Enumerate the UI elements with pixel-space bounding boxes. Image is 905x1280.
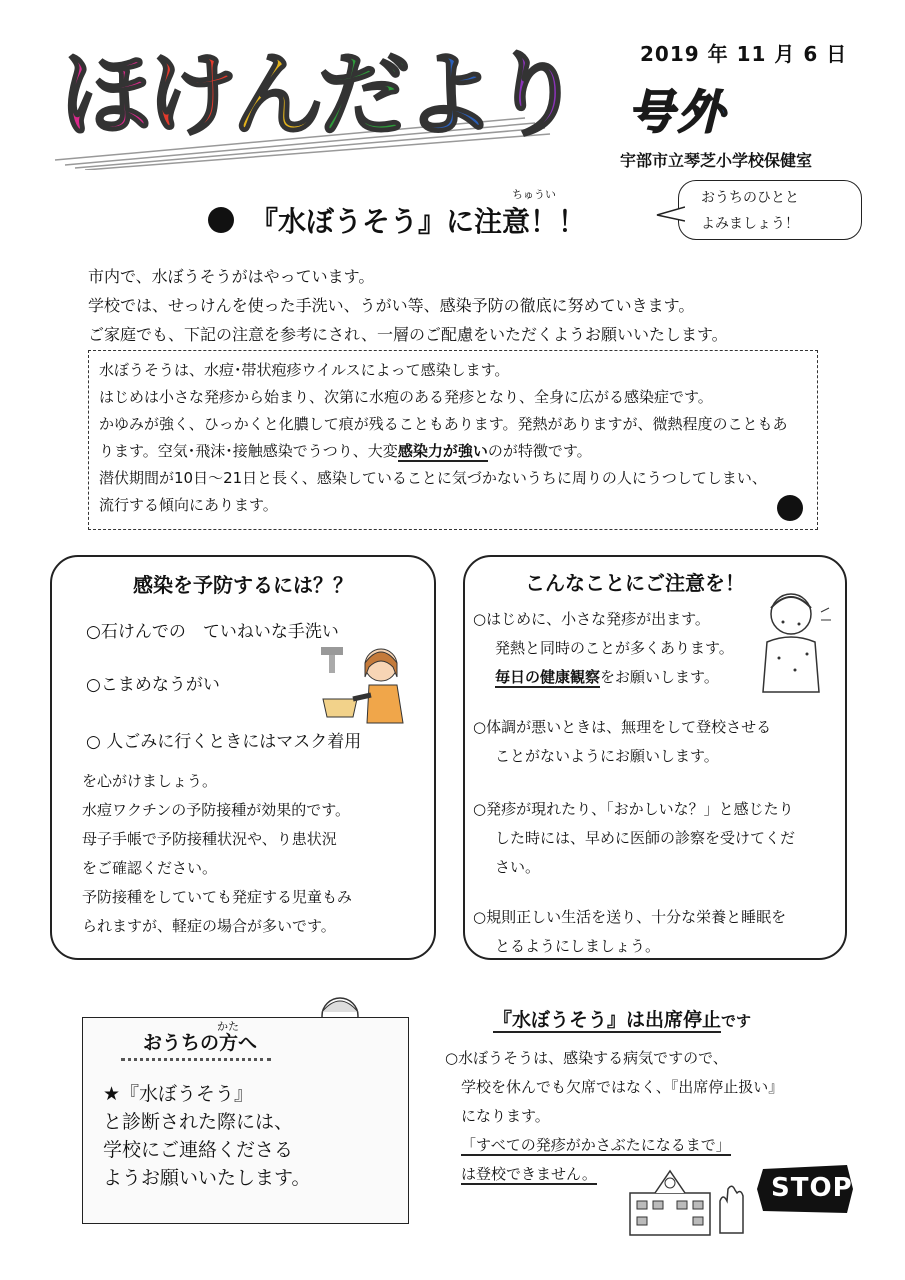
info-line: かゆみが強く、ひっかくと化膿して痕が残ることもあります。発熱がありますが、微熱程度のこともあ: [99, 415, 788, 433]
handwashing-girl-illustration: [317, 637, 417, 727]
headline-text: 『水ぼうそう』に注意！！: [250, 205, 587, 238]
stop-sign-label: STOP: [771, 1173, 853, 1203]
prevention-body: を心がけましょう。 水痘ワクチンの予防接種が効果的です。 母子手帳で予防接種状況や、り患状況 をご確認ください。 予防接種をしていても発症する児童もみ られますが、軽症の場合が多いです。: [82, 772, 353, 935]
prevention-item-2: ○こまめなうがい: [86, 675, 220, 695]
virus-icon: [208, 207, 234, 233]
intro-line: 学校では、せっけんを使った手洗い、うがい等、感染予防の徹底に努めていきます。: [88, 296, 695, 315]
title-char-1: ほ: [60, 42, 153, 149]
home-notice-ruby: かた: [217, 1020, 239, 1033]
virus-icon: [777, 495, 803, 521]
caution-panel: [463, 555, 847, 960]
title-char-5: よ: [404, 42, 497, 149]
title-char-4: だ: [318, 42, 411, 149]
disease-info-box: [88, 350, 818, 530]
home-notice-body: ★『水ぼうそう』 と診断された際には、 学校にご連絡くださる ようお願いいたします。: [103, 1083, 311, 1189]
caution-emphasis: 毎日の健康観察: [495, 668, 601, 686]
prevention-item-1: ○石けんでの ていねいな手洗い: [86, 622, 339, 642]
title-char-2: け: [146, 42, 239, 149]
title-char-6: り: [490, 42, 583, 149]
bubble-line-2: よみましょう！: [701, 216, 799, 232]
title-char-3: ん: [232, 42, 325, 149]
caution-item-2: ○体調が悪いときは、無理をして登校させる ことがないようにお願いします。: [473, 718, 772, 765]
attendance-body: ○水ぼうそうは、感染する病気ですので、 学校を休んでも欠席ではなく、『出席停止扱い』 になります。 「すべての発疹がかさぶたになるまで」 は登校できません。: [445, 1049, 784, 1183]
newsletter-title: [60, 40, 600, 170]
itchy-boy-illustration: [755, 582, 835, 697]
stop-sign: [755, 1163, 855, 1215]
attendance-title: 『水ぼうそう』は出席停止です: [493, 1009, 752, 1031]
info-line: ります。空気･飛沫･接触感染でうつり、大変感染力が強いのが特徴です。: [99, 442, 592, 460]
speech-bubble: [678, 180, 862, 240]
caution-title: こんなことにご注意を！: [525, 571, 745, 595]
headline: [250, 188, 587, 240]
caution-item-3: ○発疹が現れたり、「おかしいな？」と感じたり した時には、早めに医師の診察を受けてくだ さい。: [473, 800, 796, 876]
school-building-illustration: [625, 1163, 755, 1238]
bubble-tail: [655, 205, 685, 225]
special-edition-label: 号外: [628, 85, 728, 139]
school-name: 宇部市立琴芝小学校保健室: [620, 151, 813, 170]
prevention-title: 感染を予防するには？？: [133, 573, 353, 597]
info-line: 水ぼうそうは、水痘･帯状疱疹ウイルスによって感染します。: [99, 361, 510, 379]
intro-line: 市内で、水ぼうそうがはやっています。: [88, 267, 375, 286]
intro-line: ご家庭でも、下記の注意を参考にされ、一層のご配慮をいただくようお願いいたします。: [88, 325, 728, 344]
issue-date: 2019 年 11 月 6 日: [640, 42, 848, 66]
prevention-panel: [50, 555, 436, 960]
caution-item-1: ○はじめに、小さな発疹が出ます。 発熱と同時のことが多くあります。 毎日の健康観察をお願いします。: [473, 610, 734, 686]
bubble-line-1: おうちのひとと: [701, 190, 799, 206]
home-notice-scroll: [82, 1017, 409, 1224]
headline-ruby: ちゅうい: [512, 188, 556, 201]
info-line: 潜伏期間が10日～21日と長く、感染していることに気づかないうちに周りの人にうつしてしまい、: [99, 469, 767, 487]
intro-paragraph: [88, 262, 728, 349]
info-line: 流行する傾向にあります。: [99, 496, 278, 514]
home-notice-title: かた おうちの方へ: [143, 1020, 258, 1054]
info-line: はじめは小さな発疹から始まり、次第に水疱のある発疹となり、全身に広がる感染症です。: [99, 388, 713, 406]
info-emphasis: 感染力が強い: [397, 442, 488, 460]
caution-item-4: ○規則正しい生活を送り、十分な栄養と睡眠を とるようにしましょう。: [473, 908, 787, 955]
prevention-item-3: ○ 人ごみに行くときにはマスク着用: [86, 732, 362, 752]
dotted-divider: [121, 1058, 271, 1061]
